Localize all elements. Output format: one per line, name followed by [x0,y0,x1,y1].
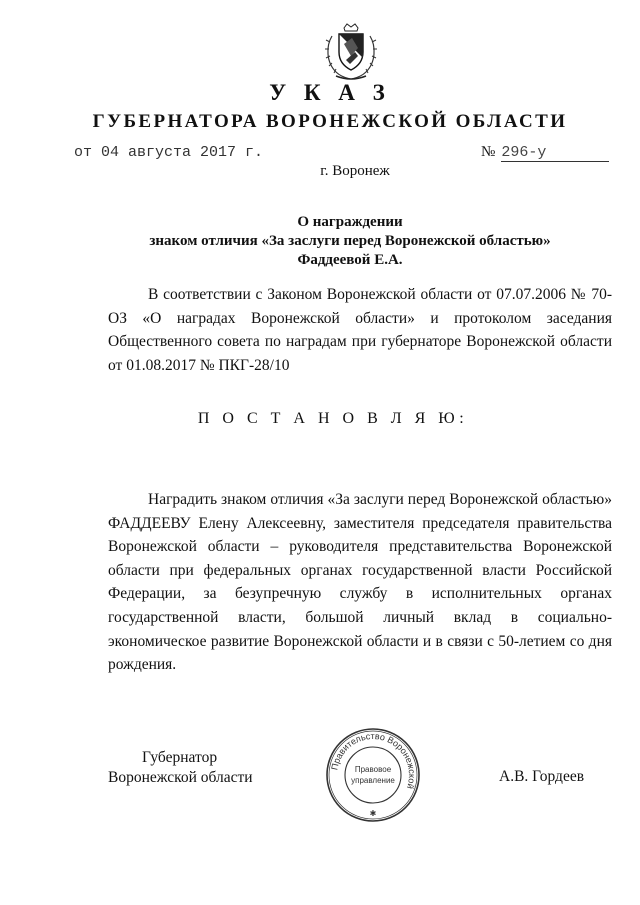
number-prefix: № [481,144,496,160]
document-title: У К А З [269,80,391,105]
document-number [481,144,609,161]
subject-line-1: О награждении [297,214,403,230]
number-value: 296-у [501,144,547,161]
stamp-star-icon: ✱ [369,809,377,818]
document-city: г. Воронеж [320,163,390,179]
subject-line-2: знаком отличия «За заслуги перед Воронежской областью» [149,233,551,249]
document-subtitle: ГУБЕРНАТОРА ВОРОНЕЖСКОЙ ОБЛАСТИ [92,111,568,132]
document-date: от 04 августа 2017 г. [74,144,264,161]
signatory-name: А.В. Гордеев [499,768,585,785]
signatory-position [108,748,253,788]
coat-of-arms-emblem [322,22,380,84]
preamble-paragraph: В соответствии с Законом Воронежской области от 07.07.2006 № 70-ОЗ «О наградах Воронежской области» и протоколом заседания Общественного совета по наградам при губернаторе Воронежской области от 01.08.2017 № ПКГ-28/10 [108,286,612,374]
position-line-1: Губернатор [142,749,218,766]
subject-line-3: Фаддеевой Е.А. [297,252,403,268]
award-paragraph: Наградить знаком отличия «За заслуги перед Воронежской областью» ФАДДЕЕВУ Елену Алексеевну, заместителя председателя правительства Воронежской области – руководителя представительства Воронежской области при федеральных органах государственной власти Российской Федерации, за безупречную службу в исполнительных органах государственной власти, большой личный вклад в социально-экономическое развитие Воронежской области и в связи с 50-летием со дня рождения. [108,491,612,674]
stamp-center-line-1: Правовое [354,765,392,774]
stamp-center-line-2: управление [351,776,395,785]
official-stamp [324,726,422,824]
document-subject [120,213,580,270]
position-line-2: Воронежской области [108,769,253,786]
stamp-ring-text: Правительство Воронежской [329,730,418,791]
number-underline [501,161,609,162]
decree-heading: П О С Т А Н О В Л Я Ю: [197,410,469,427]
